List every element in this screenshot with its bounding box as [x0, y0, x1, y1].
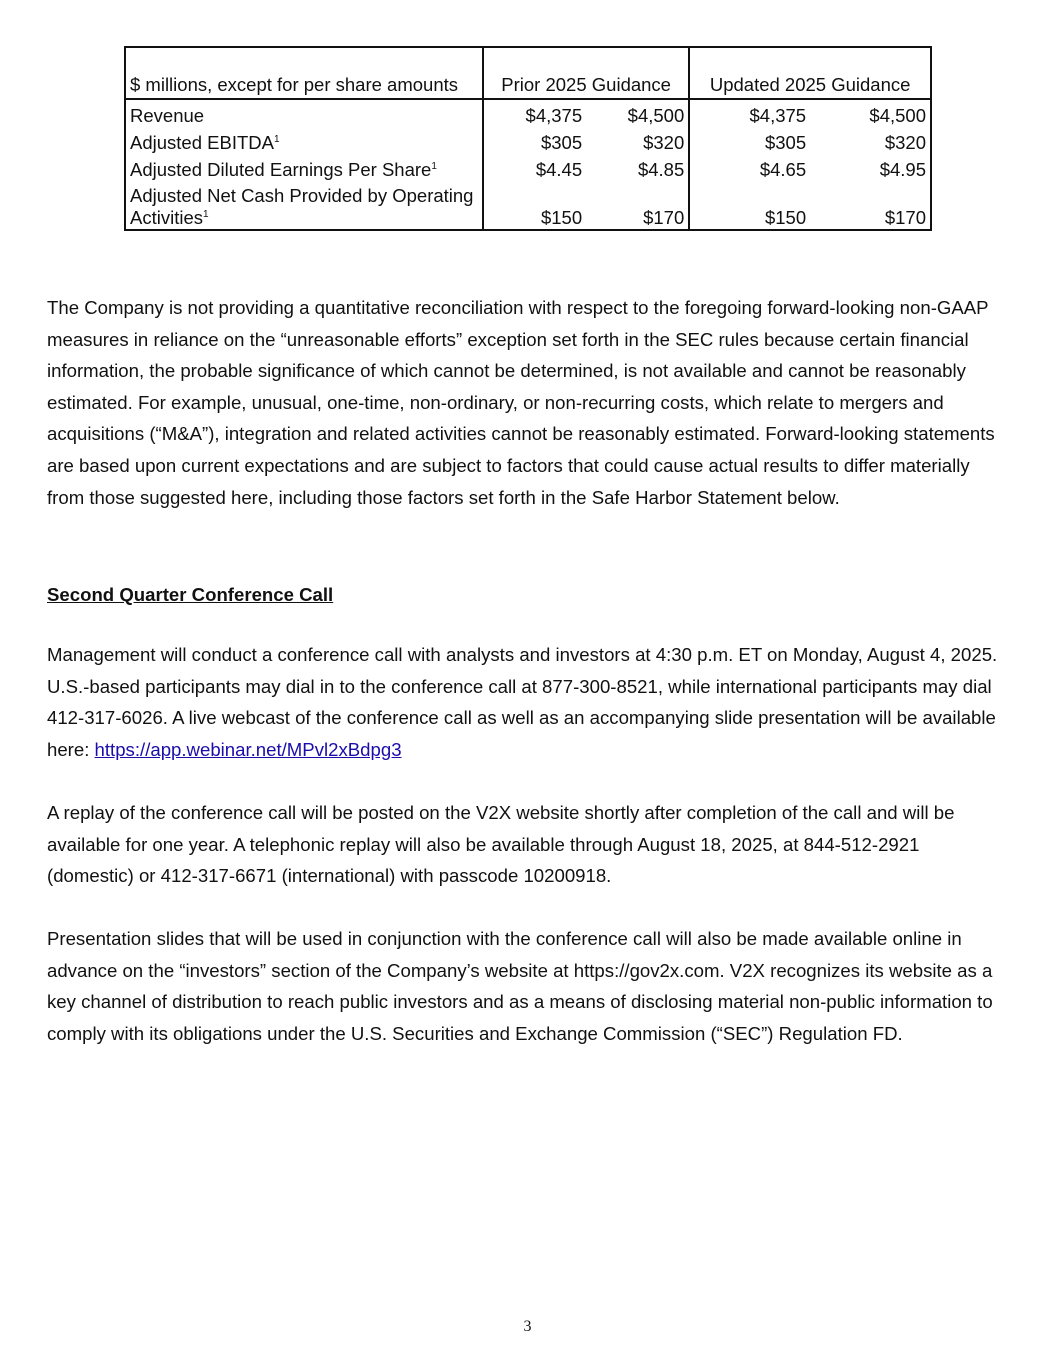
prior-low-value: $305 [540, 132, 583, 153]
reconciliation-paragraph: The Company is not providing a quantitative reconciliation with respect to the foregoing forward-looking non-GAAP measures in reliance on the “unreasonable efforts” exception set forth in the SEC rules because certain financial information, the probable significance of which cannot be determined, is not available and cannot be reasonably estimated. For example, unusual, one-time, non-ordinary, or non-recurring costs, which relate to mergers and acquisitions (“M&A”), integration and related activities cannot be reasonably estimated. Forward-looking statements are based upon current expectations and are subject to factors that could cause actual results to differ materially from those suggested here, including those factors set forth in the Safe Harbor Statement below. [47, 297, 995, 508]
table-row [125, 154, 931, 181]
prior-high-value: $320 [586, 127, 689, 154]
prior-low-value: $4.45 [535, 159, 583, 180]
updated-low-value: $150 [689, 181, 810, 230]
table-row [125, 99, 931, 127]
conference-call-text: Management will conduct a conference call with analysts and investors at 4:30 p.m. ET on Monday, August 4, 2025. U.S.-based participants may dial in to the conference call at 877-300-8521, while international participants may dial 412-317-6026. A live webcast of the conference call as well as an accompanying slide presentation will be available here: [47, 644, 998, 760]
updated-high-value: $320 [810, 127, 931, 154]
updated-high-value: $4.95 [810, 154, 931, 181]
page-number: 3 [523, 1318, 532, 1335]
prior-guidance-header: Prior 2025 Guidance [483, 47, 689, 99]
prior-low-value: $4,375 [525, 105, 583, 126]
table-header-row [125, 47, 931, 99]
updated-guidance-header: Updated 2025 Guidance [689, 47, 931, 99]
table-row [125, 181, 931, 230]
prior-high-value: $4.85 [586, 154, 689, 181]
updated-low-value: $4,375 [749, 105, 807, 126]
webcast-link[interactable]: https://app.webinar.net/MPvl2xBdpg3 [94, 738, 402, 760]
replay-paragraph: A replay of the conference call will be posted on the V2X website shortly after completion of the call and will be available for one year. A telephonic replay will also be available through August 18, 2025, at 844-512-2921 (domestic) or 412-317-6671 (international) with passcode 10200918. [47, 802, 955, 887]
conference-call-paragraph [47, 639, 1009, 765]
prior-low-value: $150 [483, 181, 586, 230]
prior-high-value: $170 [586, 181, 689, 230]
row-label: Revenue [125, 99, 483, 127]
footnote-marker: 1 [273, 133, 280, 145]
row-label: Adjusted Diluted Earnings Per Share$^1$ [125, 154, 483, 181]
section-heading: Second Quarter Conference Call [47, 584, 334, 605]
slides-paragraph: Presentation slides that will be used in conjunction with the conference call will also be made available online in advance on the “investors” section of the Company’s website at https://gov2x.com. V2X recognizes its website as a key channel of distribution to reach public investors and as a means of disclosing material non-public information to comply with its obligations under the U.S. Securities and Exchange Commission (“SEC”) Regulation FD. [47, 928, 993, 1044]
header-label: $ millions, except for per share amounts [125, 47, 483, 99]
updated-low-value: $305 [764, 132, 807, 153]
guidance-table [124, 46, 932, 231]
table-row [125, 127, 931, 154]
updated-high-value: $4,500 [810, 99, 931, 127]
updated-low-value: $4.65 [759, 159, 807, 180]
row-label: Adjusted Net Cash Provided by Operating Activities$^1$ [125, 181, 483, 230]
footnote-marker: 1 [431, 160, 437, 172]
prior-high-value: $4,500 [586, 99, 689, 127]
row-label: Adjusted EBITDA$^1$ [125, 127, 483, 154]
footnote-marker: 1 [203, 208, 209, 220]
updated-high-value: $170 [810, 181, 931, 230]
